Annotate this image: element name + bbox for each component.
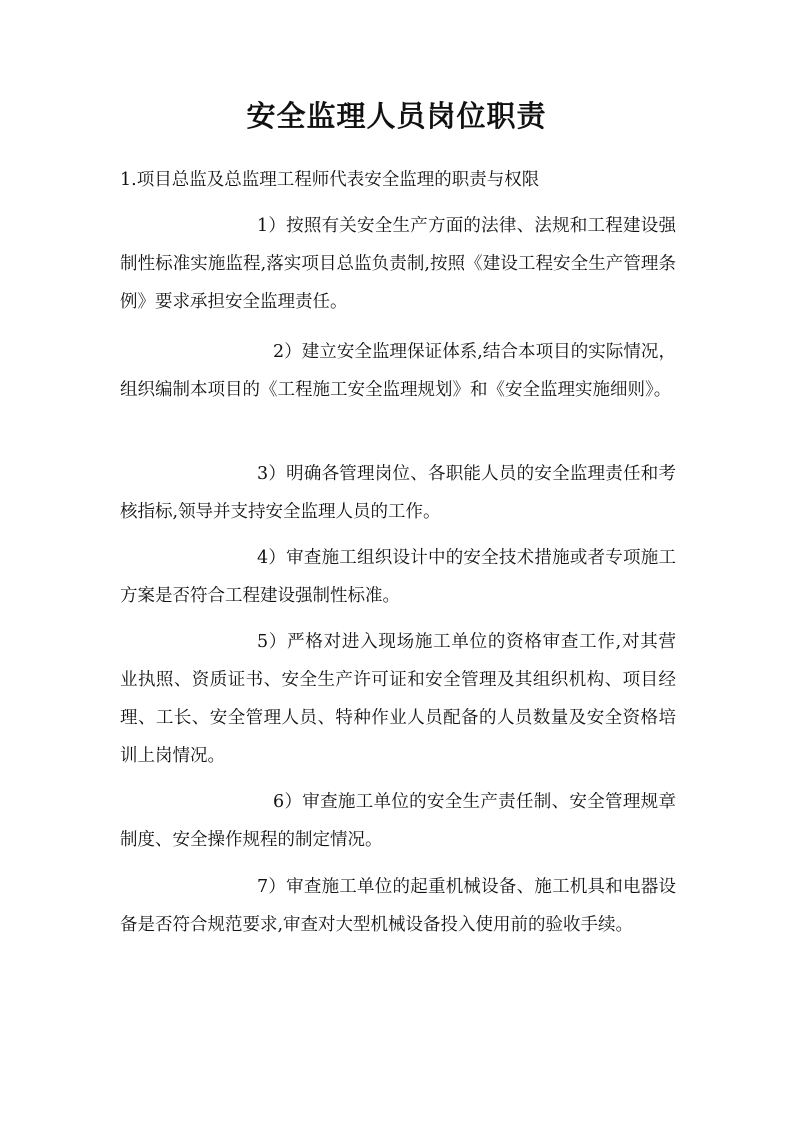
document-title: 安全监理人员岗位职责 (246, 99, 547, 133)
paragraph-5: 5）严格对进入现场施工单位的资格审查工作,对其营业执照、资质证书、安全生产许可证和安全管理及其组织机构、项目经理、工长、安全管理人员、特种作业人员配备的人员数量及安全资格培训上岗情况。 (120, 632, 676, 766)
paragraph-2: 2）建立安全监理保证体系,结合本项目的实际情况，组织编制本项目的《工程施工安全监理规划》和《安全监理实施细则》。 (120, 342, 676, 400)
paragraph-4: 4）审查施工组织设计中的安全技术措施或者专项施工方案是否符合工程建设强制性标准。 (120, 548, 676, 606)
paragraph-3: 3）明确各管理岗位、各职能人员的安全监理责任和考核指标,领导并支持安全监理人员的工作。 (120, 464, 676, 522)
paragraph-6: 6）审查施工单位的安全生产责任制、安全管理规章制度、安全操作规程的制定情况。 (120, 792, 676, 850)
section-heading: 1.项目总监及总监理工程师代表安全监理的职责与权限 (120, 170, 540, 190)
paragraph-7: 7）审查施工单位的起重机械设备、施工机具和电器设备是否符合规范要求,审查对大型机械设备投入使用前的验收手续。 (120, 877, 676, 935)
paragraph-1: 1）按照有关安全生产方面的法律、法规和工程建设强制性标准实施监程,落实项目总监负责制,按照《建设工程安全生产管理条例》要求承担安全监理责任。 (120, 216, 676, 312)
